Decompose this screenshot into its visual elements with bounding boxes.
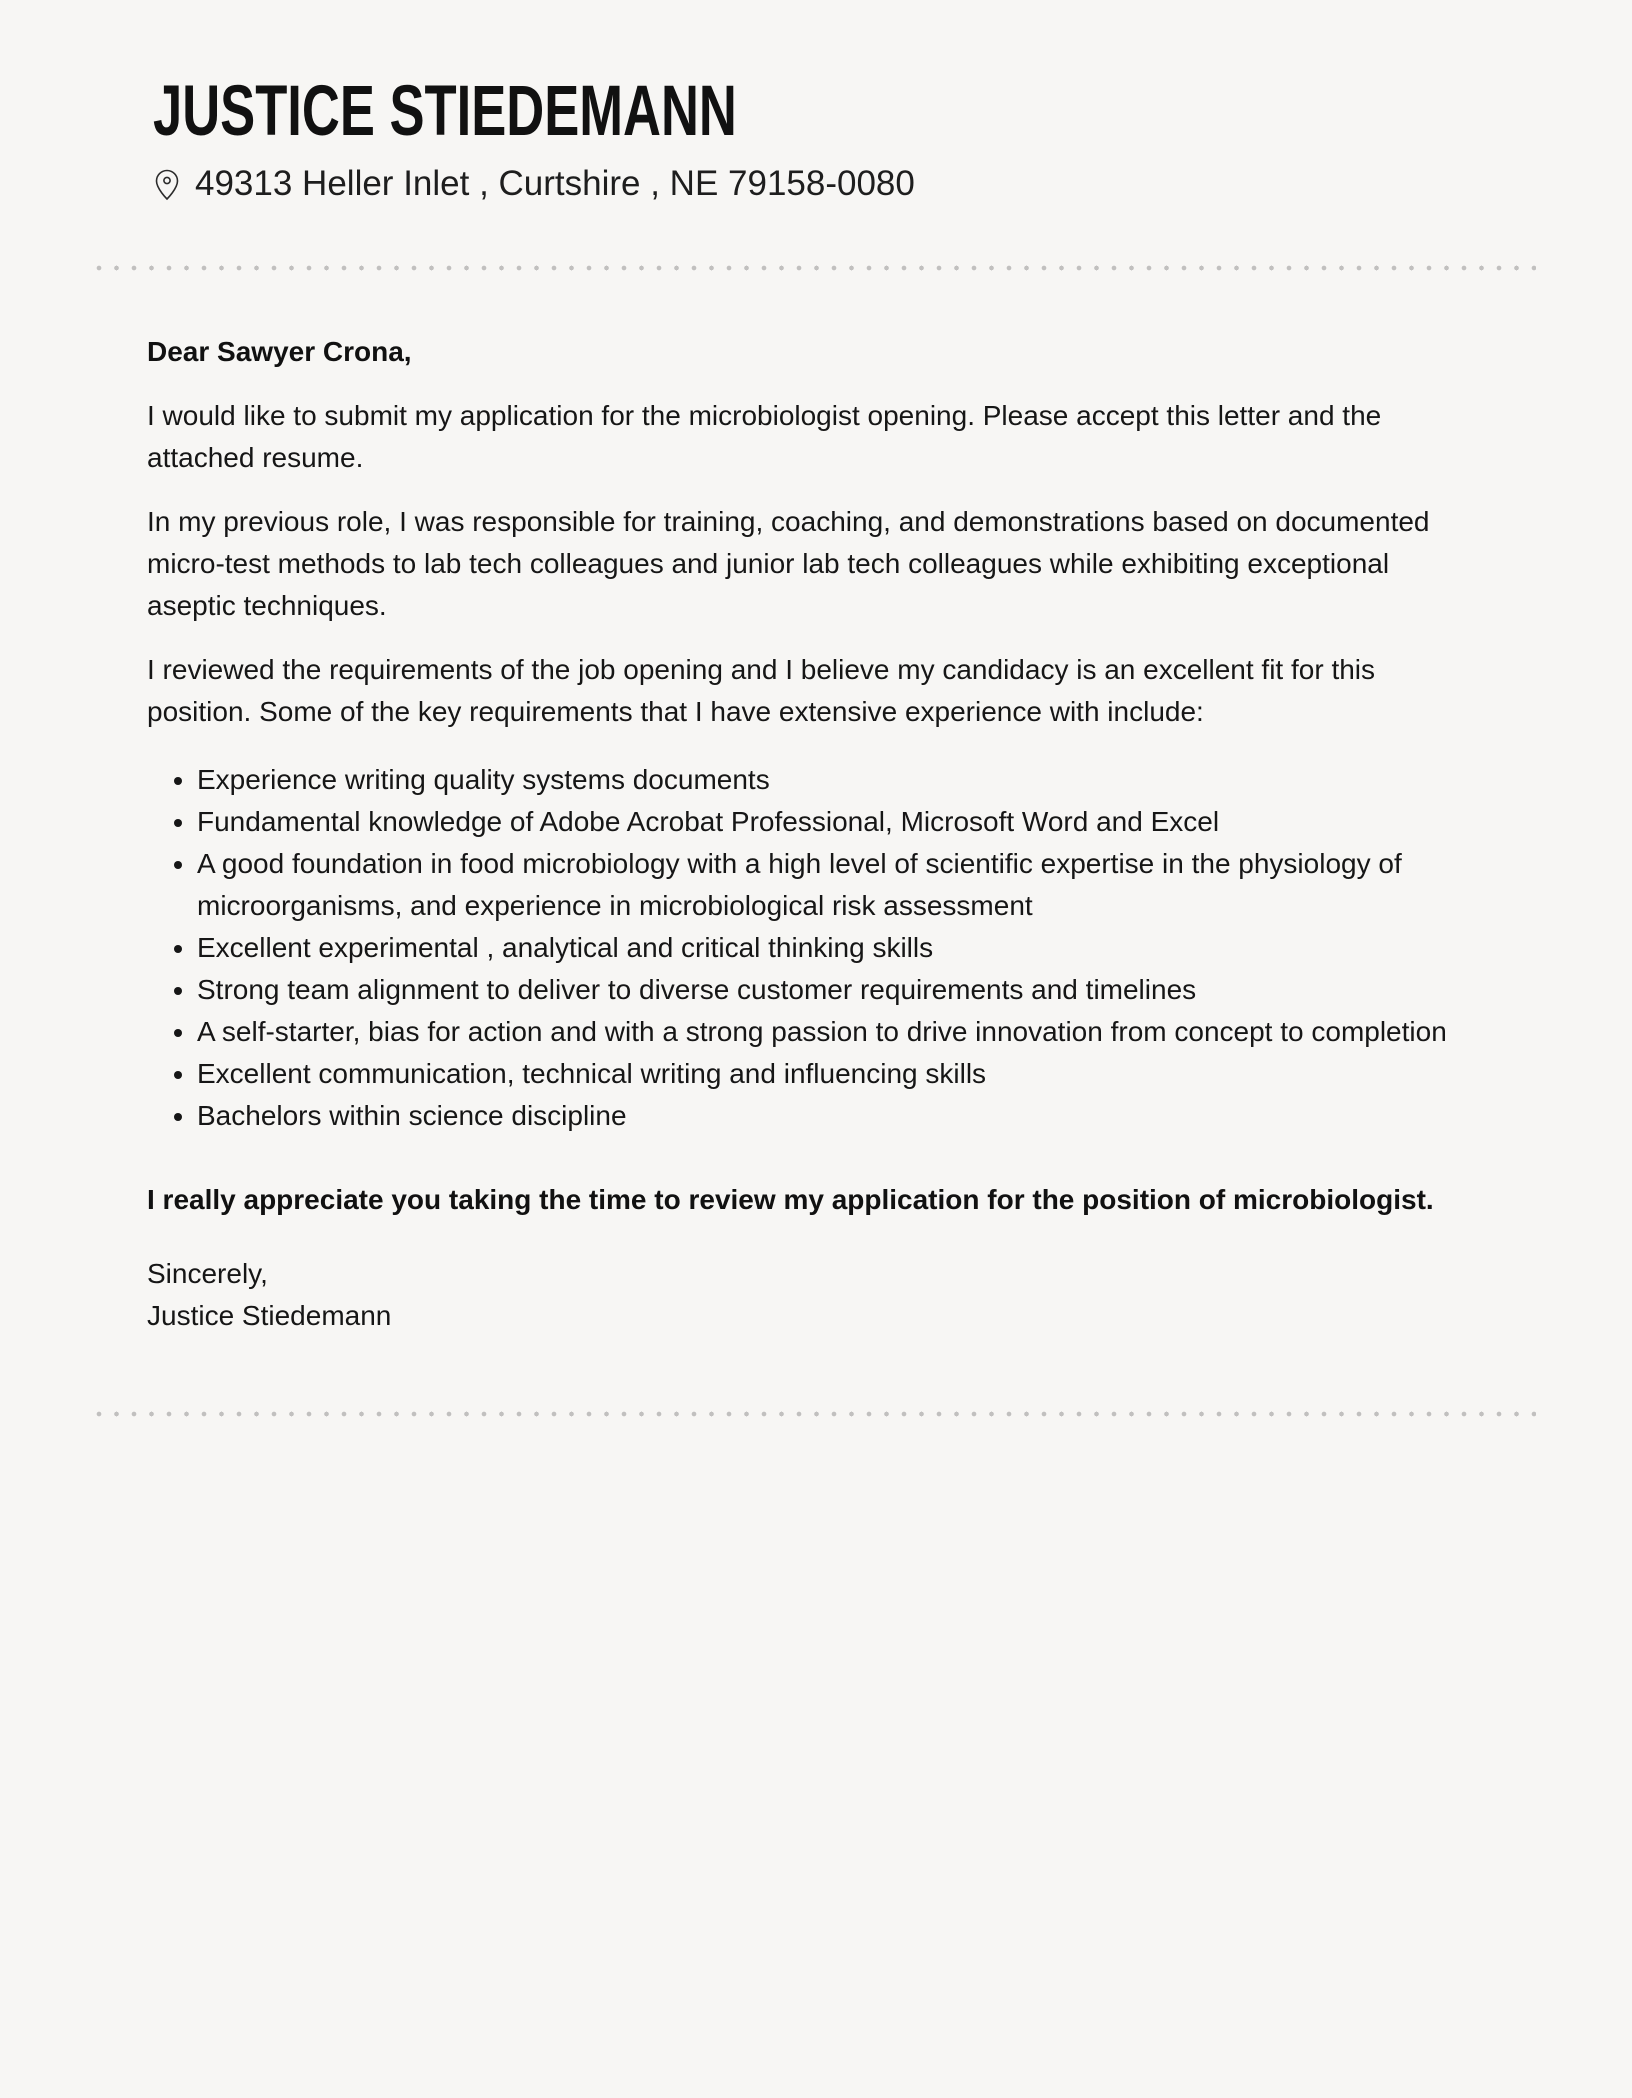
address-row: [155, 163, 1536, 205]
dotted-divider-bottom: [96, 1411, 1536, 1417]
list-item: • A self-starter, bias for action and with a strong passion to drive innovation from concept to completion: [197, 1011, 1457, 1053]
greeting: Dear Sawyer Crona,: [147, 335, 412, 367]
list-item: • Bachelors within science discipline: [197, 1095, 1457, 1137]
letter-header: [96, 74, 1536, 205]
paragraph-previous-role: In my previous role, I was responsible for training, coaching, and demonstrations based on documented micro-test methods to lab tech colleagues and junior lab tech colleagues while exhibiting exceptional aseptic techniques.: [147, 505, 1430, 621]
signature-name: Justice Stiedemann: [147, 1299, 392, 1331]
list-item: • Strong team alignment to deliver to diverse customer requirements and timelines: [197, 969, 1457, 1011]
applicant-address: 49313 Heller Inlet , Curtshire , NE 79158-0080: [195, 163, 915, 203]
signature-block: [147, 1253, 1457, 1337]
requirements-list: [147, 759, 1457, 1137]
list-item: • A good foundation in food microbiology with a high level of scientific expertise in the physiology of microorganisms, and experience in microbiological risk assessment: [197, 843, 1457, 927]
location-pin-icon: [155, 169, 179, 201]
signoff: Sincerely,: [147, 1257, 268, 1289]
paragraph-intro: I would like to submit my application for the microbiologist opening. Please accept this letter and the attached resume.: [147, 399, 1382, 473]
list-item: • Excellent experimental , analytical and critical thinking skills: [197, 927, 1457, 969]
dotted-divider-top: [96, 265, 1536, 271]
paragraph-requirements-lead: I reviewed the requirements of the job opening and I believe my candidacy is an excellent fit for this position. Some of the key requirements that I have extensive experience with include:: [147, 653, 1376, 727]
list-item: • Experience writing quality systems documents: [197, 759, 1457, 801]
applicant-name: JUSTICE STIEDEMANN: [153, 72, 737, 151]
list-item: • Excellent communication, technical writing and influencing skills: [197, 1053, 1457, 1095]
list-item: • Fundamental knowledge of Adobe Acrobat Professional, Microsoft Word and Excel: [197, 801, 1457, 843]
letter-body: [147, 331, 1457, 1337]
closing-statement: I really appreciate you taking the time to review my application for the position of microbiologist.: [147, 1183, 1434, 1215]
